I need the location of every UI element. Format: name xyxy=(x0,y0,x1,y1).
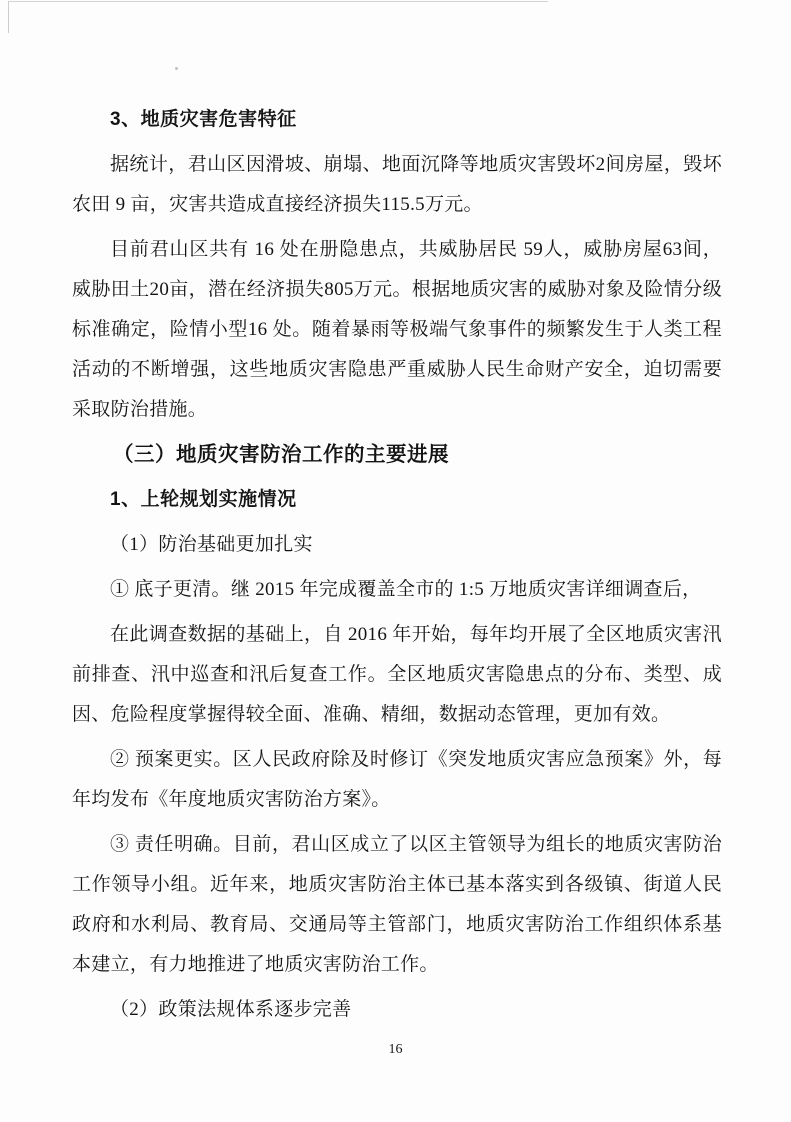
subheading-policy-regulations: （2）政策法规体系逐步完善 xyxy=(110,999,352,1020)
scan-edge-artifact xyxy=(8,1,9,33)
heading-previous-plan-implementation: 1、上轮规划实施情况 xyxy=(110,489,297,510)
subheading-prevention-foundation: （1）防治基础更加扎实 xyxy=(110,534,313,555)
document-body xyxy=(72,100,722,1035)
paragraph-item-2-updated-plans: ② 预案更实。区人民政府除及时修订《突发地质灾害应急预案》外，每年均发布《年度地质灾害防治方案》。 xyxy=(72,749,722,810)
page-number: 16 xyxy=(388,1042,403,1057)
heading-prevention-work-progress: （三）地质灾害防治工作的主要进展 xyxy=(113,443,449,466)
scan-speck-artifact xyxy=(175,67,178,70)
paragraph-item-3-clear-responsibility: ③ 责任明确。目前，君山区成立了以区主管领导为组长的地质灾害防治工作领导小组。近年来，地质灾害防治主体已基本落实到各级镇、街道人民政府和水利局、教育局、交通局等主管部门，地质灾害防治工作组织体系基本建立，有力地推进了地质灾害防治工作。 xyxy=(72,834,722,975)
heading-disaster-hazard-characteristics: 3、地质灾害危害特征 xyxy=(110,109,297,130)
paragraph-hidden-danger-points: 目前君山区共有 16 处在册隐患点，共威胁居民 59人，威胁房屋63间，威胁田土20亩，潜在经济损失805万元。根据地质灾害的威胁对象及险情分级标准确定，险情小型16 处。随着暴雨等极端气象事件的频繁发生于人类工程活动的不断增强，这些地质灾害隐患严重威胁人民生命财产安全，迫切需要采取防治措施。 xyxy=(72,239,722,420)
paragraph-survey-data-basis: 在此调查数据的基础上，自 2016 年开始，每年均开展了全区地质灾害汛前排查、汛中巡查和汛后复查工作。全区地质灾害隐患点的分布、类型、成因、危险程度掌握得较全面、准确、精细，数据动态管理，更加有效。 xyxy=(72,624,722,725)
scan-edge-artifact xyxy=(8,1,548,2)
paragraph-disaster-statistics: 据统计，君山区因滑坡、崩塌、地面沉降等地质灾害毁坏2间房屋，毁坏农田 9 亩，灾害共造成直接经济损失115.5万元。 xyxy=(72,154,722,215)
paragraph-item-1-clearer-baseline: ① 底子更清。继 2015 年完成覆盖全市的 1:5 万地质灾害详细调查后， xyxy=(110,579,702,600)
